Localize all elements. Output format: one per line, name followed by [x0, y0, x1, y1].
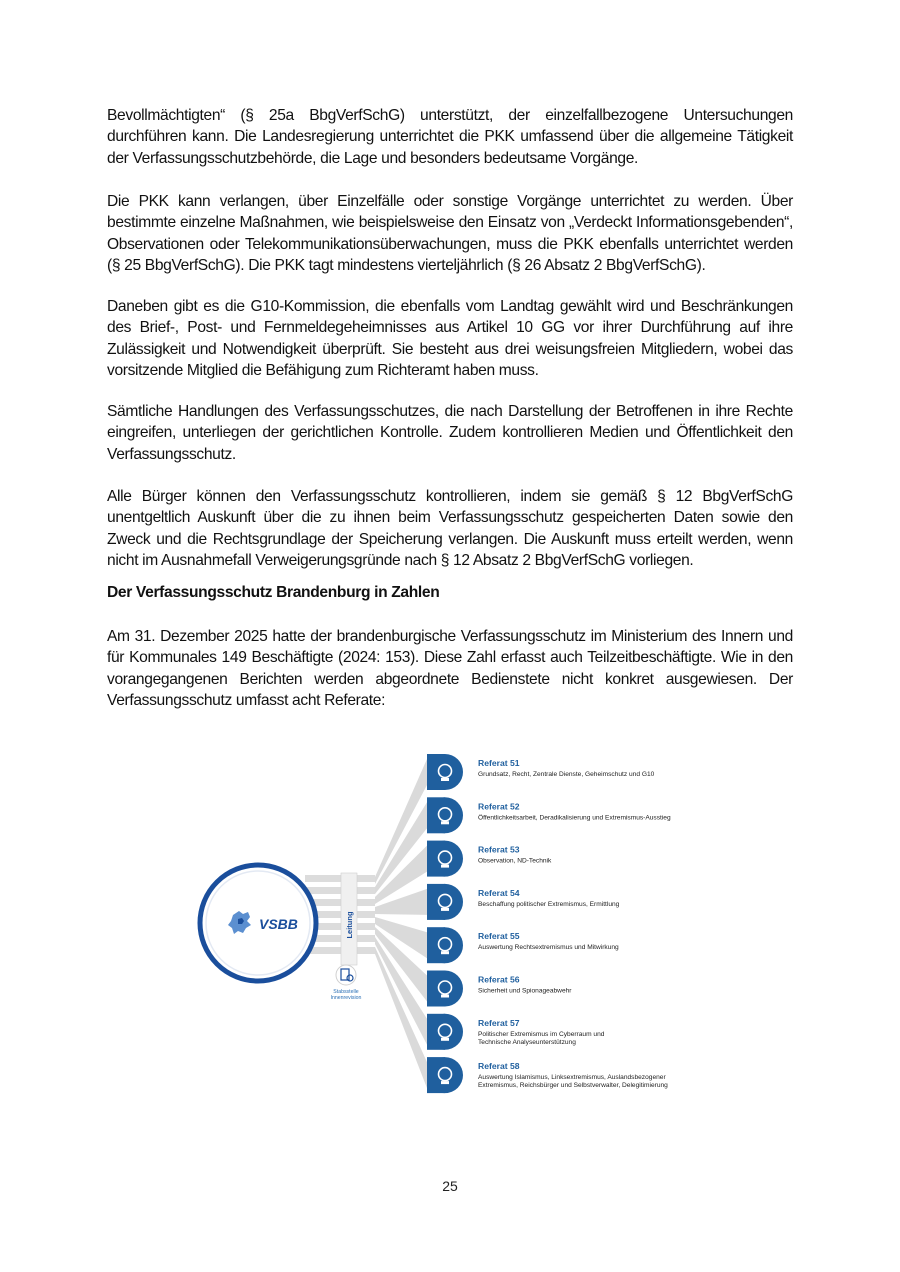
referat-item: [427, 971, 572, 1007]
connector-fan: [375, 759, 427, 1088]
referat-title: Referat 54: [478, 887, 520, 898]
referat-title: Referat 51: [478, 758, 520, 768]
paragraph-auskunft: Alle Bürger können den Verfassungsschutz kontrollieren, indem sie gemäß § 12 BbgVerfSchG unentgeltlich Auskunft über die zu ihnen beim Verfassungsschutz gespeicherten Daten sowie den Zweck und die Rechtsgrundlage der Speicherung verlangen. Die Auskunft muss erteilt werden, wenn nicht im Ausnahmefall Verweigerungsgründe nach § 12 Absatz 2 BbgVerfSchG vorliegen.: [107, 488, 793, 570]
referat-item: [427, 927, 619, 963]
stabsstelle-icon: [336, 965, 356, 985]
paragraph-gerichtliche-kontrolle: Sämtliche Handlungen des Verfassungsschutzes, die nach Darstellung der Betroffenen in ihre Rechte eingreifen, unterliegen der gerichtlichen Kontrolle. Zudem kontrollieren Medien und Öffentlichkeit den Verfassungsschutz.: [107, 403, 793, 463]
referat-description: Öffentlichkeitsarbeit, Deradikalisierung und Extremismus-Ausstieg: [478, 814, 671, 822]
referat-description-line2: Extremismus, Reichsbürger und Selbstverwalter, Delegitimierung: [478, 1082, 668, 1090]
referat-description: Auswertung Rechtsextremismus und Mitwirkung: [478, 944, 619, 952]
referat-title: Referat 58: [478, 1061, 520, 1072]
stabsstelle-label-2: Innenrevision: [330, 995, 362, 1001]
referat-description: Beschaffung politischer Extremismus, Ermittlung: [478, 900, 620, 908]
page-number: 25: [442, 1178, 458, 1194]
referate-list: [427, 754, 671, 1093]
org-chart: [195, 745, 715, 1100]
paragraph-pkk-intro: Bevollmächtigten“ (§ 25a BbgVerfSchG) unterstützt, der einzelfallbezogene Untersuchungen durchführen kann. Die Landesregierung unterrichtet die PKK umfassend über die allgemeine Tätigkeit der Verfassungsschutzbehörde, die Lage und besonders bedeutsame Vorgänge.: [107, 107, 793, 167]
leitung-label: Leitung: [345, 911, 354, 939]
section-heading: Der Verfassungsschutz Brandenburg in Zahlen: [107, 584, 440, 601]
stabsstelle-label-1: Stabsstelle: [333, 989, 359, 995]
referat-description: Grundsatz, Recht, Zentrale Dienste, Geheimschutz und G10: [478, 771, 655, 778]
paragraph-g10-kommission: Daneben gibt es die G10-Kommission, die ebenfalls vom Landtag gewählt wird und Beschränkungen des Brief-, Post- und Fernmeldegeheimnisses aus Artikel 10 GG vor ihrer Durchführung auf ihre Zulässigkeit und Notwendigkeit überprüft. Sie besteht aus drei weisungsfreien Mitgliedern, wobei das vorsitzende Mitglied die Befähigung zum Richteramt haben muss.: [107, 298, 793, 380]
referat-item: [427, 797, 671, 833]
referat-description: Auswertung Islamismus, Linksextremismus, Auslandsbezogener: [478, 1074, 666, 1082]
paragraph-zahlen: Am 31. Dezember 2025 hatte der brandenburgische Verfassungsschutz im Ministerium des Innern und für Kommunales 149 Beschäftigte (2024: 153). Diese Zahl erfasst auch Teilzeitbeschäftigte. Wie in den vorangegangenen Berichten werden abgeordnete Bedienstete nicht konkret ausgewiesen. Der Verfassungsschutz umfasst acht Referate:: [107, 628, 793, 710]
referat-title: Referat 55: [478, 931, 520, 942]
referat-description: Sicherheit und Spionageabwehr: [478, 987, 572, 995]
vsbb-logo: VSBB: [259, 916, 298, 932]
referat-description: Politischer Extremismus im Cyberraum und: [478, 1030, 605, 1038]
referat-item: [427, 884, 620, 920]
referat-description: Observation, ND-Technik: [478, 857, 552, 865]
referat-item: [427, 841, 552, 877]
referat-item: [427, 1014, 605, 1050]
referat-title: Referat 56: [478, 974, 520, 985]
referat-item: [427, 1057, 668, 1093]
paragraph-pkk-unterrichtung: Die PKK kann verlangen, über Einzelfälle oder sonstige Vorgänge unterrichtet zu werden. Über bestimmte einzelne Maßnahmen, wie beispielsweise den Einsatz von „Verdeckt Informationsgebenden“, Observationen oder Telekommunikationsüberwachungen, muss die PKK ebenfalls unterrichtet werden (§ 25 BbgVerfSchG). Die PKK tagt mindestens vierteljährlich (§ 26 Absatz 2 BbgVerfSchG).: [107, 193, 793, 275]
referat-item: [427, 754, 655, 790]
referat-description-line2: Technische Analyseunterstützung: [478, 1038, 576, 1046]
referat-title: Referat 52: [478, 801, 520, 812]
vsbb-circle: [200, 865, 316, 981]
referat-title: Referat 57: [478, 1017, 520, 1028]
referat-title: Referat 53: [478, 844, 520, 855]
